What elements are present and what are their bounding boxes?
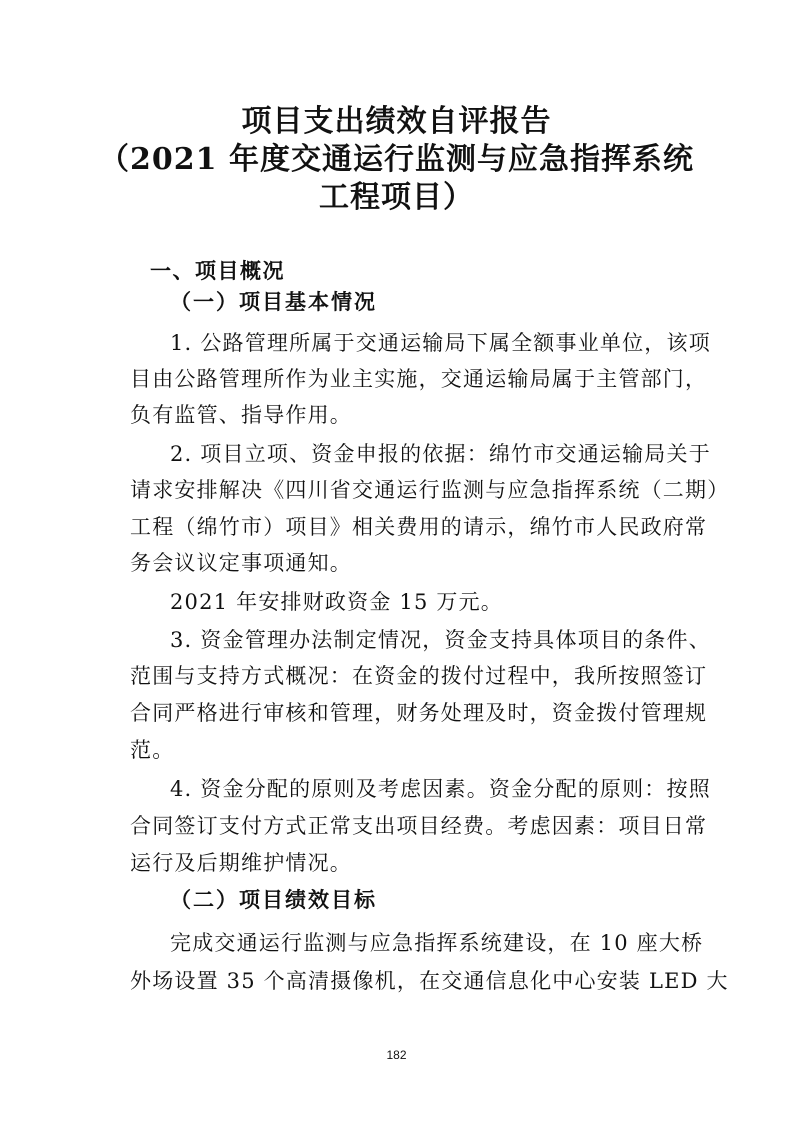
- paragraph-line: 完成交通运行监测与应急指挥系统建设，在 10 座大桥: [170, 931, 704, 955]
- paragraph-line: 工程（绵竹市）项目》相关费用的请示，绵竹市人民政府常: [130, 515, 708, 539]
- paragraph-line: 范围与支持方式概况：在资金的拨付过程中，我所按照签订: [130, 664, 708, 688]
- paragraph-line: 2021 年安排财政资金 15 万元。: [170, 590, 503, 614]
- paragraph-line: 3. 资金管理办法制定情况，资金支持具体项目的条件、: [170, 628, 711, 652]
- report-title-line-2: （2021 年度交通运行监测与应急指挥系统: [99, 142, 694, 177]
- paragraph-line: 运行及后期维护情况。: [130, 851, 352, 875]
- section-heading-project-overview: 一、项目概况: [150, 259, 285, 283]
- paragraph-line: 合同严格进行审核和管理，财务处理及时，资金拨付管理规: [130, 701, 708, 725]
- paragraph-line: 请求安排解决《四川省交通运行监测与应急指挥系统（二期）: [130, 478, 730, 502]
- paragraph-line: 务会议议定事项通知。: [130, 551, 352, 575]
- paragraph-line: 负有监管、指导作用。: [130, 403, 352, 427]
- report-title-line-1: 项目支出绩效自评报告: [241, 104, 552, 139]
- paragraph-line: 合同签订支付方式正常支出项目经费。考虑因素：项目日常: [130, 814, 708, 838]
- paragraph-line: 外场设置 35 个高清摄像机，在交通信息化中心安装 LED 大: [130, 969, 729, 993]
- paragraph-line: 1. 公路管理所属于交通运输局下属全额事业单位，该项: [170, 331, 711, 355]
- report-title-line-3: 工程项目）: [319, 180, 474, 215]
- paragraph-line: 目由公路管理所作为业主实施，交通运输局属于主管部门，: [130, 367, 708, 391]
- page-number: 182: [386, 1048, 407, 1062]
- paragraph-line: 2. 项目立项、资金申报的依据：绵竹市交通运输局关于: [170, 442, 711, 466]
- subsection-heading-basic-info: （一）项目基本情况: [170, 289, 377, 314]
- paragraph-line: 范。: [130, 738, 175, 762]
- paragraph-line: 4. 资金分配的原则及考虑因素。资金分配的原则：按照: [170, 777, 711, 801]
- subsection-heading-performance-goals: （二）项目绩效目标: [170, 887, 377, 912]
